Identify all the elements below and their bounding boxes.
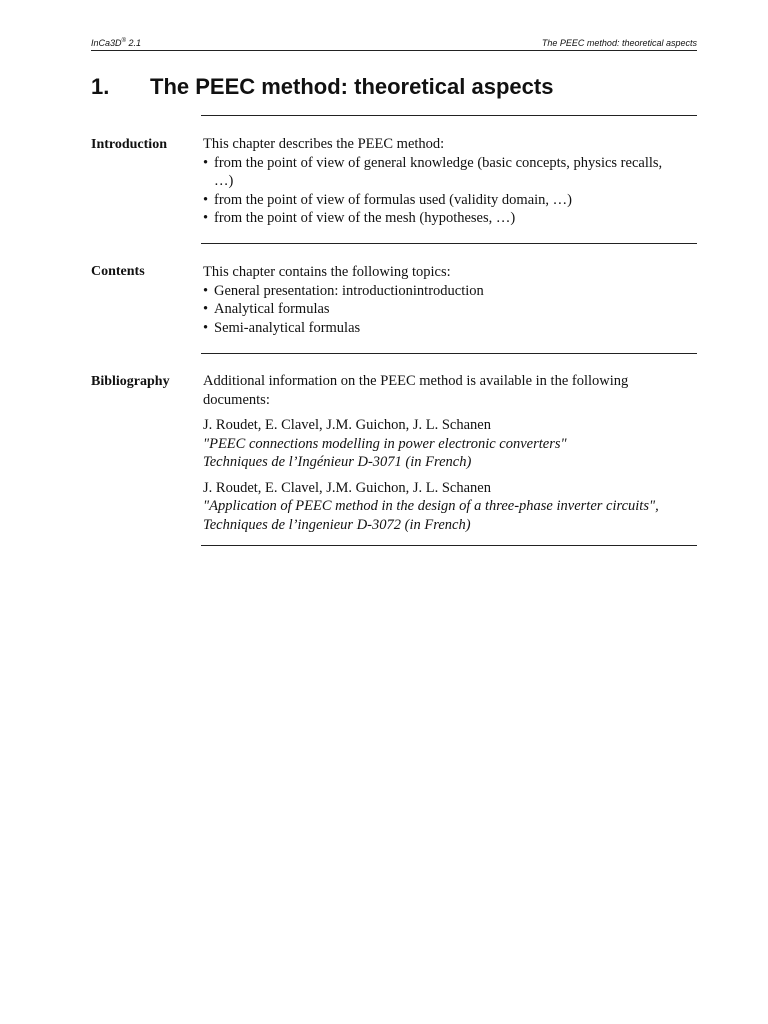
introduction-label: Introduction [91, 137, 167, 152]
chapter-heading [91, 73, 697, 101]
chapter-title: The PEEC method: theoretical aspects [150, 74, 554, 99]
list-item: • from the point of view of general knowledge (basic concepts, physics recalls, …) [203, 154, 673, 191]
list-item: • Analytical formulas [203, 300, 673, 319]
introduction-lead: This chapter describes the PEEC method: [203, 136, 445, 152]
registered-mark: ® [121, 38, 126, 44]
section-divider [201, 545, 697, 546]
chapter-number: 1. [91, 74, 110, 99]
running-header [91, 37, 697, 51]
bibliography-body [203, 372, 673, 534]
reference-entry [203, 479, 673, 535]
contents-list [203, 282, 673, 338]
list-item: • from the point of view of the mesh (hypotheses, …) [203, 209, 673, 228]
section-divider [201, 243, 697, 244]
list-item: • Semi-analytical formulas [203, 319, 673, 338]
introduction-list [203, 154, 673, 228]
header-chapter-title: The PEEC method: theoretical aspects [541, 38, 697, 48]
header-version: 2.1 [125, 38, 141, 48]
header-product [91, 37, 141, 49]
section-divider [201, 115, 697, 116]
bibliography-label: Bibliography [91, 374, 170, 389]
list-item: • General presentation: introductionintroduction [203, 282, 673, 301]
reference-title: "Application of PEEC method in the design of a three-phase inverter circuits", Techniques de l’ingenieur D-3072 (in French) [203, 498, 659, 533]
reference-entry [203, 416, 673, 472]
contents-label: Contents [91, 264, 145, 279]
reference-authors: J. Roudet, E. Clavel, J.M. Guichon, J. L. Schanen [203, 417, 491, 433]
contents-body [203, 263, 673, 337]
list-item: • from the point of view of formulas used (validity domain, …) [203, 191, 673, 210]
contents-lead: This chapter contains the following topics: [203, 264, 451, 280]
section-divider [201, 353, 697, 354]
introduction-body [203, 135, 673, 228]
reference-source: Techniques de l’Ingénieur D-3071 (in French) [203, 454, 472, 470]
bibliography-lead: Additional information on the PEEC method is available in the following documents: [203, 373, 629, 408]
header-product-name: InCa3D [91, 38, 122, 48]
reference-authors: J. Roudet, E. Clavel, J.M. Guichon, J. L. Schanen [203, 479, 491, 496]
reference-title: "PEEC connections modelling in power electronic converters" [203, 435, 567, 452]
